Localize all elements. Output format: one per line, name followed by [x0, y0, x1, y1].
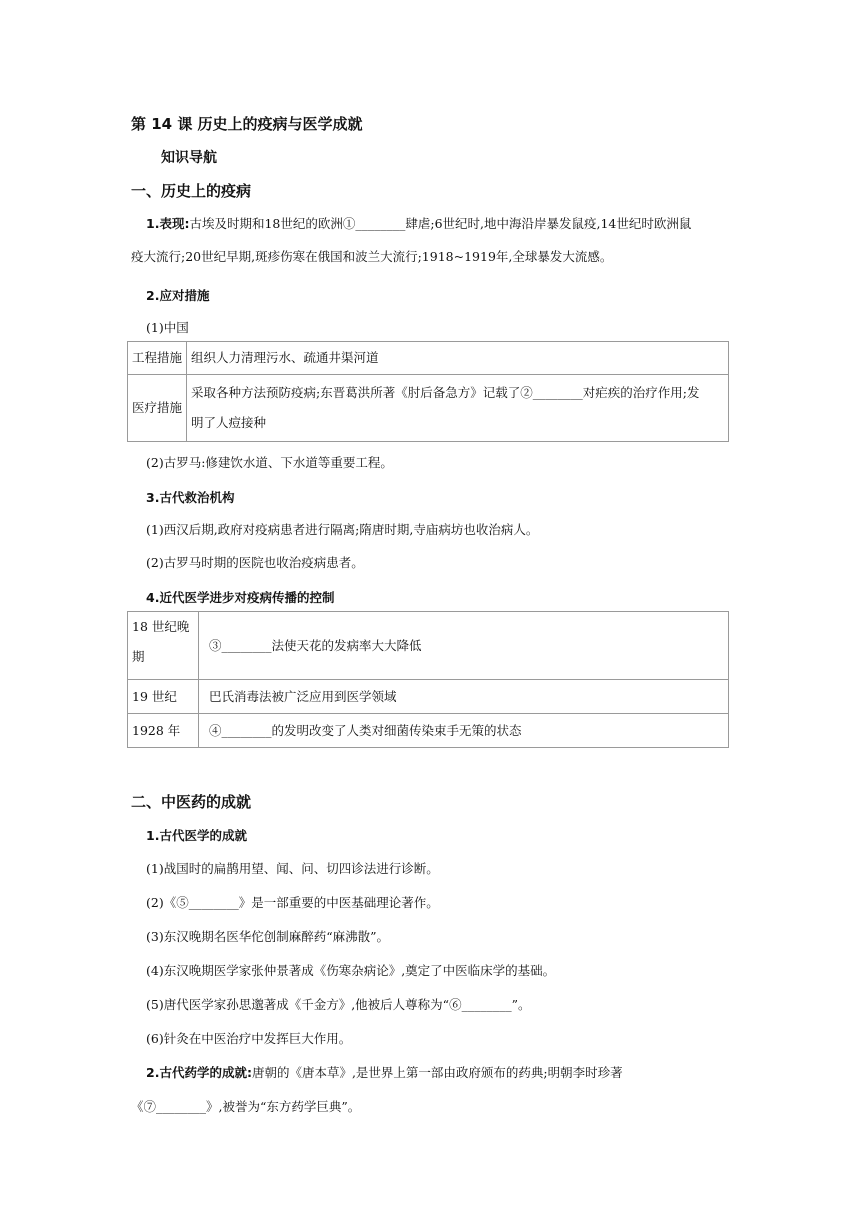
lesson-title: 第 14 课 历史上的疫病与医学成就 [131, 115, 363, 133]
section1-item1-line2: 疫大流行;20世纪早期,斑疹伤寒在俄国和波兰大流行;1918~1919年,全球暴发大流感。 [131, 249, 613, 264]
table-cell-content: ④________的发明改变了人类对细菌传染束手无策的状态 [199, 714, 729, 748]
modern-medicine-table [127, 611, 729, 748]
table-cell-label: 医疗措施 [128, 375, 187, 442]
table-cell-content [187, 375, 729, 442]
ancient-medicine-line: (1)战国时的扁鹊用望、闻、问、切四诊法进行诊断。 [146, 861, 439, 876]
section2-item2-line1 [146, 1063, 623, 1081]
table-cell-label [128, 612, 199, 680]
nav-heading: 知识导航 [161, 150, 217, 166]
china-measures-table [127, 341, 729, 442]
cell-line: 采取各种方法预防疫病;东晋葛洪所著《肘后备急方》记载了②________对疟疾的治疗作用;发 [191, 385, 700, 400]
cell-line: 期 [132, 649, 145, 664]
ancient-medicine-line: (2)《⑤________》是一部重要的中医基础理论著作。 [146, 895, 439, 910]
table-cell-content: ③________法使天花的发病率大大降低 [199, 612, 729, 680]
section1-heading: 一、历史上的疫病 [131, 182, 252, 200]
table-cell-label: 1928 年 [128, 714, 199, 748]
section1-item2-heading: 2.应对措施 [146, 288, 210, 303]
china-label: (1)中国 [146, 320, 189, 335]
section1-item1-line1 [146, 214, 691, 232]
table-row [128, 342, 729, 375]
rome-measures: (2)古罗马:修建饮水道、下水道等重要工程。 [146, 455, 393, 470]
item2-label: 2.古代药学的成就: [146, 1065, 252, 1080]
table-cell-content: 组织人力清理污水、疏通井渠河道 [187, 342, 729, 375]
item1-text-line1: 古埃及时期和18世纪的欧洲①________肆虐;6世纪时,地中海沿岸暴发鼠疫,14世纪时欧洲鼠 [189, 216, 692, 231]
section2-item2-line2: 《⑦________》,被誉为“东方药学巨典”。 [131, 1099, 361, 1114]
ancient-medicine-line: (5)唐代医学家孙思邈著成《千金方》,他被后人尊称为“⑥________”。 [146, 997, 531, 1012]
ancient-medicine-line: (3)东汉晚期名医华佗创制麻醉药“麻沸散”。 [146, 929, 389, 944]
cell-line: 明了人痘接种 [191, 415, 267, 430]
ancient-medicine-line: (6)针灸在中医治疗中发挥巨大作用。 [146, 1031, 352, 1046]
table-row [128, 680, 729, 714]
cell-line: 18 世纪晚 [132, 619, 190, 634]
table-cell-label: 工程措施 [128, 342, 187, 375]
item3-line1: (1)西汉后期,政府对疫病患者进行隔离;隋唐时期,寺庙病坊也收治病人。 [146, 522, 539, 537]
ancient-medicine-line: (4)东汉晚期医学家张仲景著成《伤寒杂病论》,奠定了中医临床学的基础。 [146, 963, 556, 978]
section1-item4-heading: 4.近代医学进步对疫病传播的控制 [146, 590, 335, 605]
item3-line2: (2)古罗马时期的医院也收治疫病患者。 [146, 555, 364, 570]
section2-heading: 二、中医药的成就 [131, 793, 252, 811]
item2-text-line1: 唐朝的《唐本草》,是世界上第一部由政府颁布的药典;明朝李时珍著 [251, 1065, 623, 1080]
table-row [128, 612, 729, 680]
table-cell-label: 19 世纪 [128, 680, 199, 714]
section1-item3-heading: 3.古代救治机构 [146, 490, 235, 505]
table-cell-content: 巴氏消毒法被广泛应用到医学领域 [199, 680, 729, 714]
section2-item1-heading: 1.古代医学的成就 [146, 828, 247, 843]
table-row [128, 375, 729, 442]
item1-label: 1.表现: [146, 216, 190, 231]
table-row [128, 714, 729, 748]
